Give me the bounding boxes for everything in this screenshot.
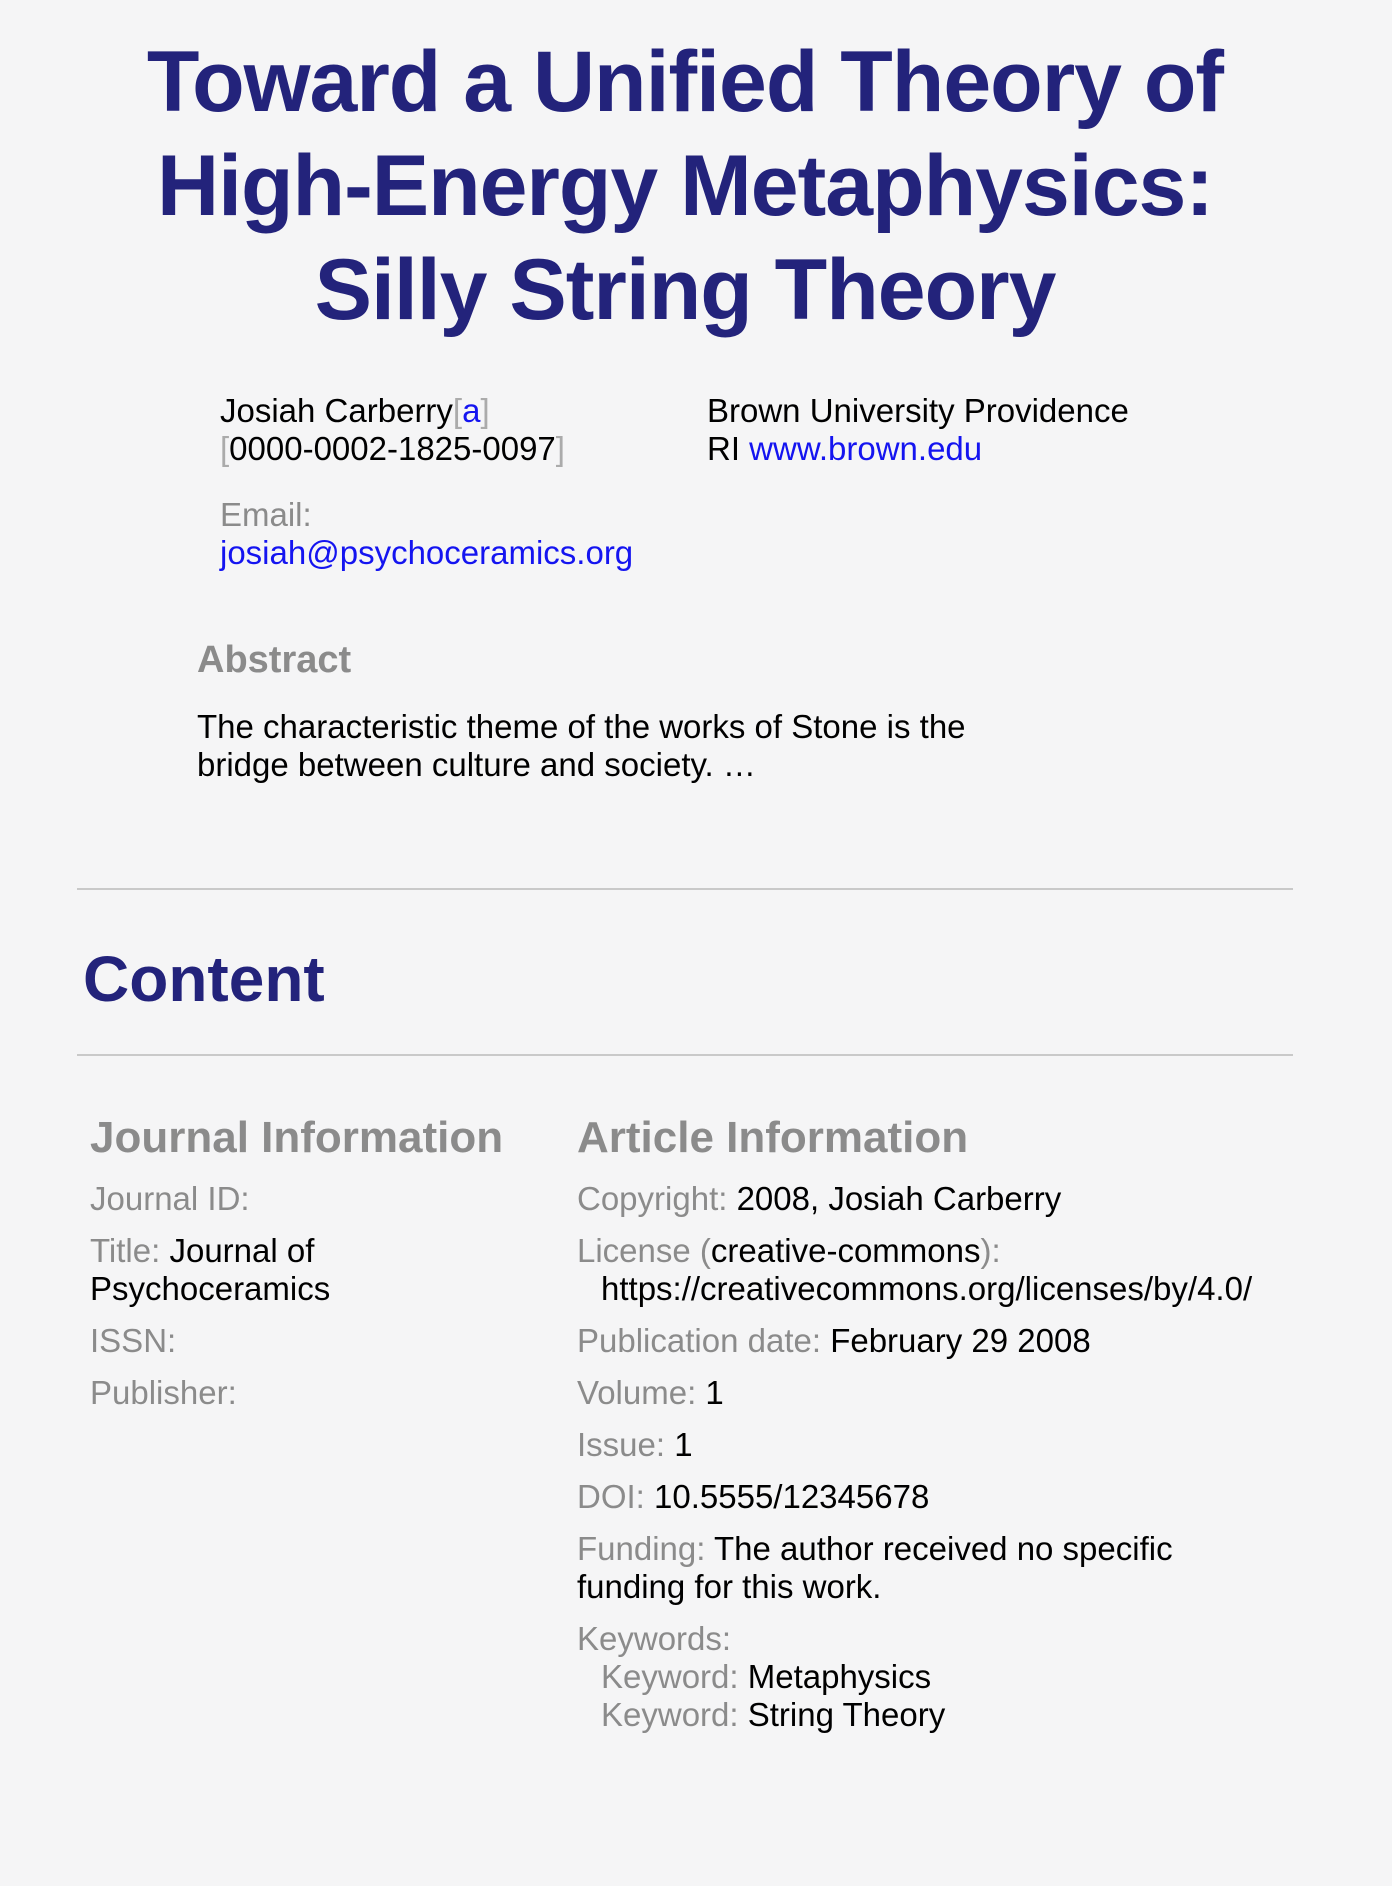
journal-title-row: [90, 1232, 517, 1308]
keywords-label: Keywords:: [577, 1620, 732, 1657]
volume-label: Volume:: [577, 1374, 697, 1411]
issue-label: Issue:: [577, 1426, 666, 1463]
doi-row: [577, 1478, 1277, 1516]
copyright-row: [577, 1180, 1277, 1218]
keywords-row: [577, 1620, 1277, 1734]
keyword-label: Keyword:: [601, 1696, 739, 1733]
license-label-pre: License (: [577, 1232, 711, 1269]
affiliation-text: Brown University Providence RI: [707, 392, 1129, 467]
volume-value: 1: [705, 1374, 724, 1411]
author-orcid-group: [220, 430, 565, 467]
license-url: https://creativecommons.org/licenses/by/4.0/: [601, 1270, 1253, 1307]
author-email-block: [220, 496, 707, 572]
journal-title-label: Title:: [90, 1232, 161, 1269]
abstract-text: The characteristic theme of the works of Stone is the bridge between culture and society. …: [197, 708, 966, 783]
volume-row: [577, 1374, 1277, 1412]
license-row: [577, 1232, 1277, 1308]
author-block: [220, 392, 1293, 572]
author-column: [220, 392, 707, 572]
funding-label: Funding:: [577, 1530, 706, 1567]
funding-row: [577, 1530, 1277, 1606]
keyword-value: String Theory: [747, 1696, 946, 1733]
journal-id-row: [90, 1180, 517, 1218]
title-line: Silly String Theory: [314, 242, 1056, 338]
abstract-section: [197, 638, 1293, 784]
title-line: High-Energy Metaphysics:: [157, 138, 1213, 234]
divider: [77, 1054, 1293, 1056]
content-heading: Content: [83, 943, 325, 1015]
orcid-close-bracket: ]: [555, 430, 565, 467]
doi-value: 10.5555/12345678: [654, 1478, 930, 1515]
keyword-line: [577, 1658, 1277, 1696]
footnote-open-bracket: [: [452, 392, 463, 429]
copyright-value: 2008, Josiah Carberry: [736, 1180, 1062, 1217]
email-label: Email:: [220, 496, 312, 533]
doi-label: DOI:: [577, 1478, 645, 1515]
journal-information-section: [90, 1112, 577, 1748]
publisher-label: Publisher:: [90, 1374, 237, 1411]
issue-value: 1: [674, 1426, 693, 1463]
publication-date-row: [577, 1322, 1277, 1360]
metadata-columns: [77, 1112, 1293, 1818]
author-orcid: 0000-0002-1825-0097: [229, 430, 556, 467]
article-information-heading: Article Information: [577, 1113, 969, 1162]
article-header: [77, 30, 1293, 784]
title-line: Toward a Unified Theory of: [146, 34, 1224, 130]
divider: [77, 888, 1293, 890]
license-label-post: ):: [980, 1232, 1001, 1269]
abstract-heading: Abstract: [197, 639, 352, 681]
affiliation-ref-link[interactable]: a: [462, 392, 481, 429]
footnote-close-bracket: ]: [480, 392, 490, 429]
keyword-label: Keyword:: [601, 1658, 739, 1695]
funding-value: The author received no specific funding for this work.: [577, 1530, 1173, 1605]
issue-row: [577, 1426, 1277, 1464]
orcid-open-bracket: [: [220, 430, 230, 467]
issn-label: ISSN:: [90, 1322, 177, 1359]
publication-date-label: Publication date:: [577, 1322, 822, 1359]
license-type: creative-commons: [710, 1232, 981, 1269]
affiliation-block: [707, 392, 1147, 572]
journal-id-label: Journal ID:: [90, 1180, 250, 1217]
issn-row: [90, 1322, 517, 1360]
affiliation-url-link[interactable]: www.brown.edu: [749, 430, 983, 467]
article-title: [77, 30, 1293, 342]
journal-title-value: Journal of Psychoceramics: [90, 1232, 331, 1307]
article-preview-page: [0, 30, 1392, 1818]
affiliation-line: [707, 392, 1147, 468]
author-name-line: [220, 392, 707, 468]
article-information-section: [577, 1112, 1277, 1748]
email-link[interactable]: josiah@psychoceramics.org: [220, 534, 634, 571]
copyright-label: Copyright:: [577, 1180, 728, 1217]
journal-information-heading: Journal Information: [90, 1113, 504, 1162]
keyword-value: Metaphysics: [747, 1658, 932, 1695]
keyword-line: [577, 1696, 1277, 1734]
author-name: Josiah Carberry: [220, 392, 453, 429]
publication-date-value: February 29 2008: [830, 1322, 1091, 1359]
publisher-row: [90, 1374, 517, 1412]
